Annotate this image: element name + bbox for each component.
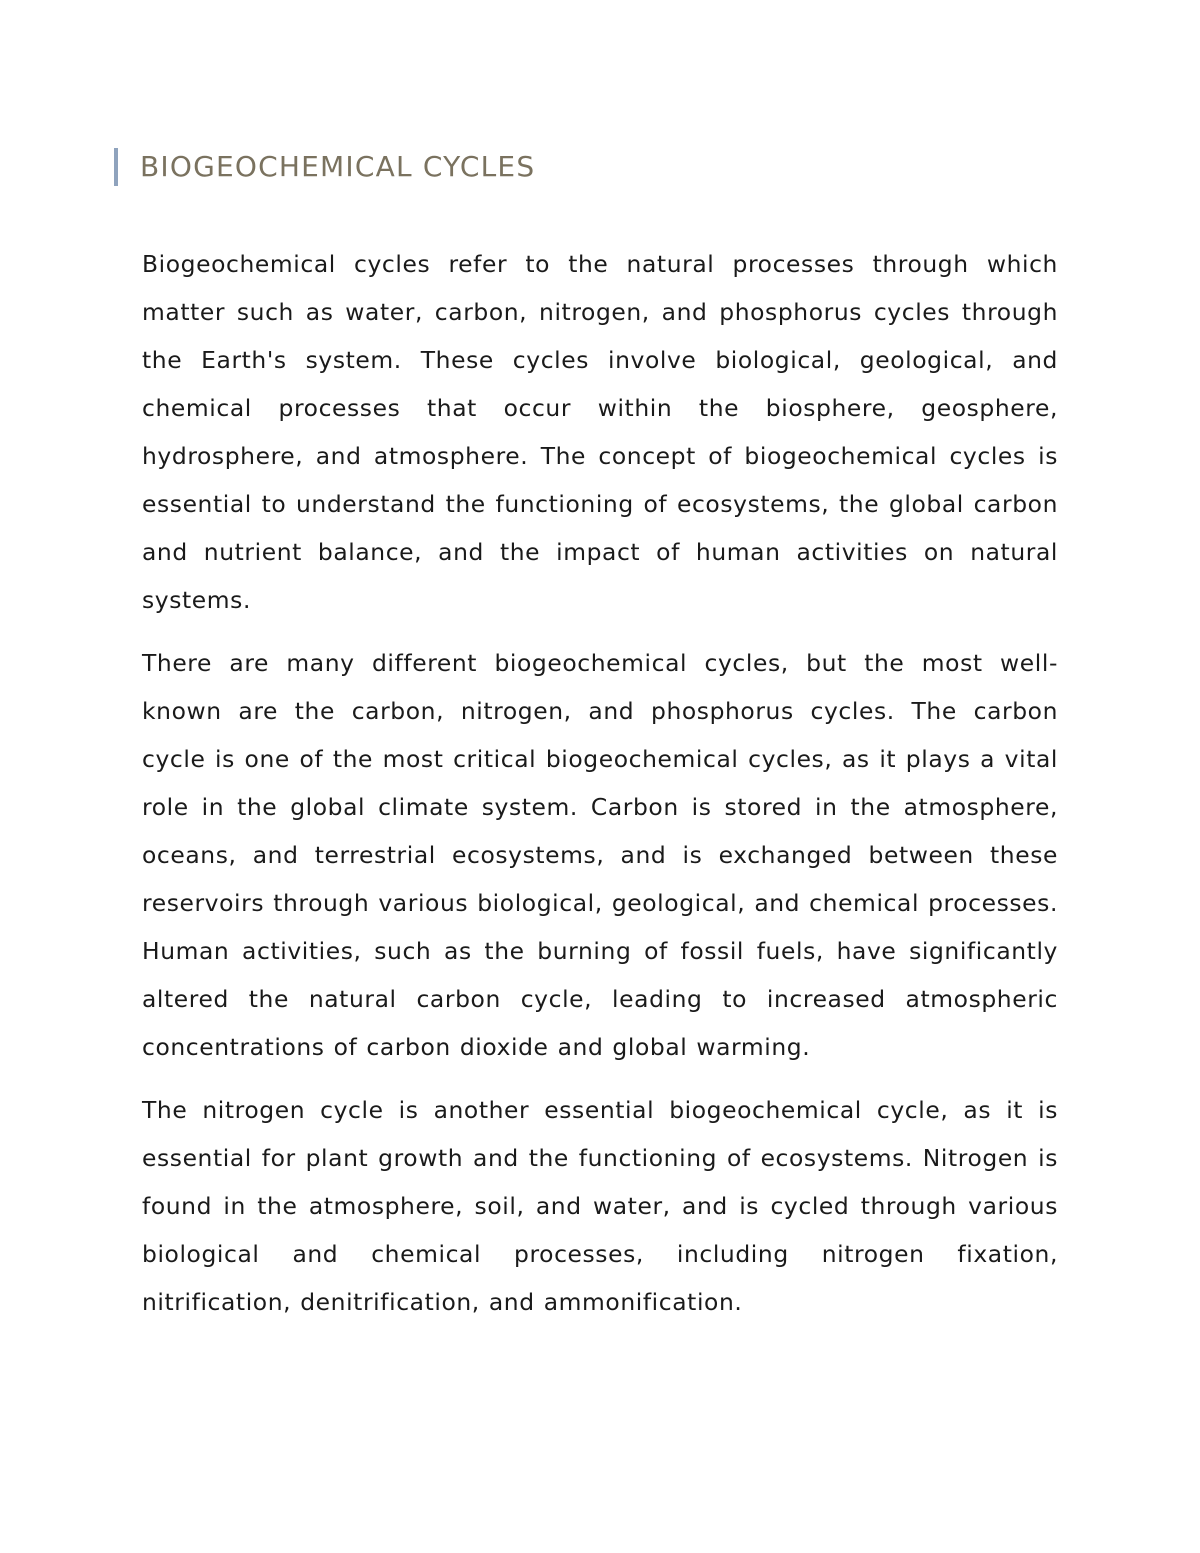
- paragraph-intro: Biogeochemical cycles refer to the natural processes through which matter such as water, carbon, nitrogen, and phosphorus cycles through the Earth's system. These cycles involve biological, geological, and chemical processes that occur within the biosphere, geosphere, hydrosphere, and atmosphere. The concept of biogeochemical cycles is essential to understand the functioning of ecosystems, the global carbon and nutrient balance, and the impact of human activities on natural systems.: [142, 250, 1058, 614]
- heading-accent-bar: [114, 148, 118, 186]
- body-text: [142, 240, 1058, 1341]
- paragraph-carbon-cycle: There are many different biogeochemical cycles, but the most well-known are the carbon, nitrogen, and phosphorus cycles. The carbon cycle is one of the most critical biogeochemical cycles, as it plays a vital role in the global climate system. Carbon is stored in the atmosphere, oceans, and terrestrial ecosystems, and is exchanged between these reservoirs through various biological, geological, and chemical processes. Human activities, such as the burning of fossil fuels, have significantly altered the natural carbon cycle, leading to increased atmospheric concentrations of carbon dioxide and global warming.: [142, 649, 1058, 1061]
- section-heading: BIOGEOCHEMICAL CYCLES: [140, 150, 536, 183]
- section-heading-block: [114, 148, 535, 186]
- paragraph-nitrogen-cycle: The nitrogen cycle is another essential biogeochemical cycle, as it is essential for plant growth and the functioning of ecosystems. Nitrogen is found in the atmosphere, soil, and water, and is cycled through various biological and chemical processes, including nitrogen fixation, nitrification, denitrification, and ammonification.: [142, 1096, 1058, 1316]
